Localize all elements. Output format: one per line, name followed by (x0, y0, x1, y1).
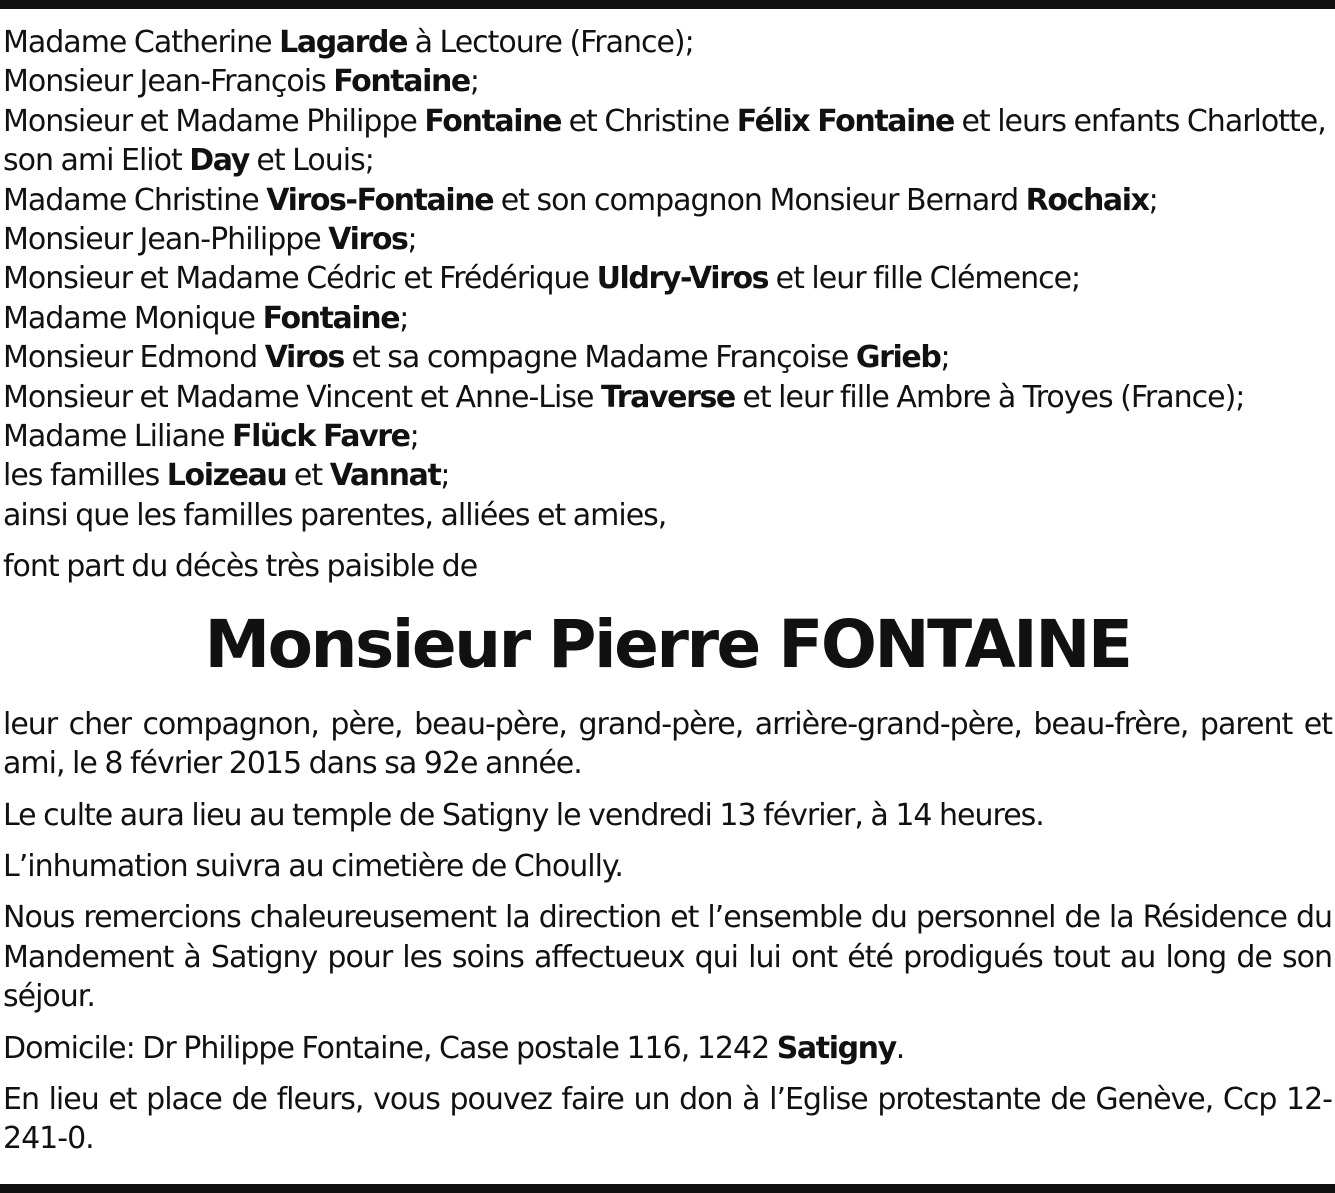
family-text: ; (469, 64, 479, 100)
family-text: et leur fille Ambre à Troyes (France); (734, 379, 1245, 415)
family-text: Madame Christine (3, 182, 267, 218)
family-line (3, 62, 1332, 101)
family-surname: Vannat (329, 458, 441, 494)
announce-text: font part du décès très paisible de (3, 549, 478, 585)
family-surname: Loizeau (166, 458, 287, 494)
family-text: son ami Eliot (3, 143, 190, 179)
family-line (3, 378, 1332, 417)
family-text: Monsieur et Madame Cédric et Frédérique (3, 261, 597, 297)
family-line (3, 220, 1332, 259)
family-text: Monsieur Jean-François (3, 64, 334, 100)
family-text: ainsi que les familles parentes, alliées et amies, (3, 497, 667, 533)
deceased-name: Monsieur Pierre FONTAINE (204, 605, 1131, 683)
family-line (3, 141, 1332, 180)
family-surname: Traverse (600, 379, 735, 415)
family-text: Monsieur et Madame Philippe (3, 103, 425, 139)
family-text: et Christine (561, 103, 737, 139)
service-text: Le culte aura lieu au temple de Satigny le vendredi 13 février, à 14 heures. (3, 797, 1044, 833)
family-surname: Grieb (855, 340, 941, 376)
domicile-town: Satigny (776, 1030, 896, 1066)
thanks-text: Nous remercions chaleureusement la direction et l’ensemble du personnel de la Résidence du Mandement à Satigny pour les soins affectueux qui lui ont été prodigués tout au long de son séjour. (3, 900, 1332, 1015)
family-line (3, 23, 1332, 62)
family-text: et sa compagne Madame Françoise (343, 340, 856, 376)
domicile-suffix: . (895, 1030, 905, 1066)
family-text: et (286, 458, 330, 494)
domicile-prefix: Domicile: Dr Philippe Fontaine, Case postale 116, 1242 (3, 1030, 777, 1066)
family-surname: Viros (264, 340, 344, 376)
family-surname: Félix Fontaine (736, 103, 954, 139)
family-text: ; (940, 340, 950, 376)
family-line (3, 456, 1332, 495)
bottom-rule (0, 1184, 1335, 1193)
family-line (3, 417, 1332, 456)
family-surname: Flück Favre (232, 419, 410, 455)
family-surname: Viros-Fontaine (266, 182, 494, 218)
family-text: ; (1148, 182, 1158, 218)
family-text: et son compagnon Monsieur Bernard (493, 182, 1026, 218)
family-line (3, 338, 1332, 377)
family-line (3, 299, 1332, 338)
family-text: Monsieur et Madame Vincent et Anne-Lise (3, 379, 601, 415)
family-list (3, 23, 1332, 535)
family-text: Monsieur Jean-Philippe (3, 222, 329, 258)
family-text: Monsieur Edmond (3, 340, 265, 376)
family-line (3, 496, 1332, 535)
description-text: leur cher compagnon, père, beau-père, grand-père, arrière-grand-père, beau-frère, parent et ami, le 8 février 2015 dans sa 92e année. (3, 706, 1332, 782)
burial-text: L’inhumation suivra au cimetière de Choully. (3, 848, 623, 884)
family-text: ; (409, 419, 419, 455)
family-text: et Louis; (248, 143, 374, 179)
family-text: ; (399, 300, 409, 336)
family-text: ; (440, 458, 450, 494)
family-surname: Fontaine (333, 64, 470, 100)
family-surname: Lagarde (279, 25, 408, 60)
family-text: Madame Catherine (3, 25, 280, 60)
family-text: ; (407, 222, 417, 258)
family-text: à Lectoure (France); (407, 25, 694, 60)
family-text: Madame Monique (3, 300, 263, 336)
family-surname: Rochaix (1025, 182, 1149, 218)
family-surname: Fontaine (262, 300, 400, 336)
family-text: et leur fille Clémence; (768, 261, 1081, 297)
family-surname: Viros (328, 222, 408, 258)
family-text: et leurs enfants Charlotte, (953, 103, 1326, 139)
family-surname: Fontaine (424, 103, 562, 139)
obituary-notice (3, 23, 1332, 1159)
donation-text: En lieu et place de fleurs, vous pouvez faire un don à l’Eglise protestante de Genève, Ccp 12-241-0. (3, 1081, 1332, 1157)
top-rule (0, 0, 1335, 9)
family-text: Madame Liliane (3, 419, 233, 455)
family-line (3, 181, 1332, 220)
family-line (3, 102, 1332, 141)
domicile-text (3, 1029, 1332, 1068)
family-surname: Uldry-Viros (596, 261, 769, 297)
family-text: les familles (3, 458, 167, 494)
family-line (3, 259, 1332, 298)
family-surname: Day (189, 143, 249, 179)
